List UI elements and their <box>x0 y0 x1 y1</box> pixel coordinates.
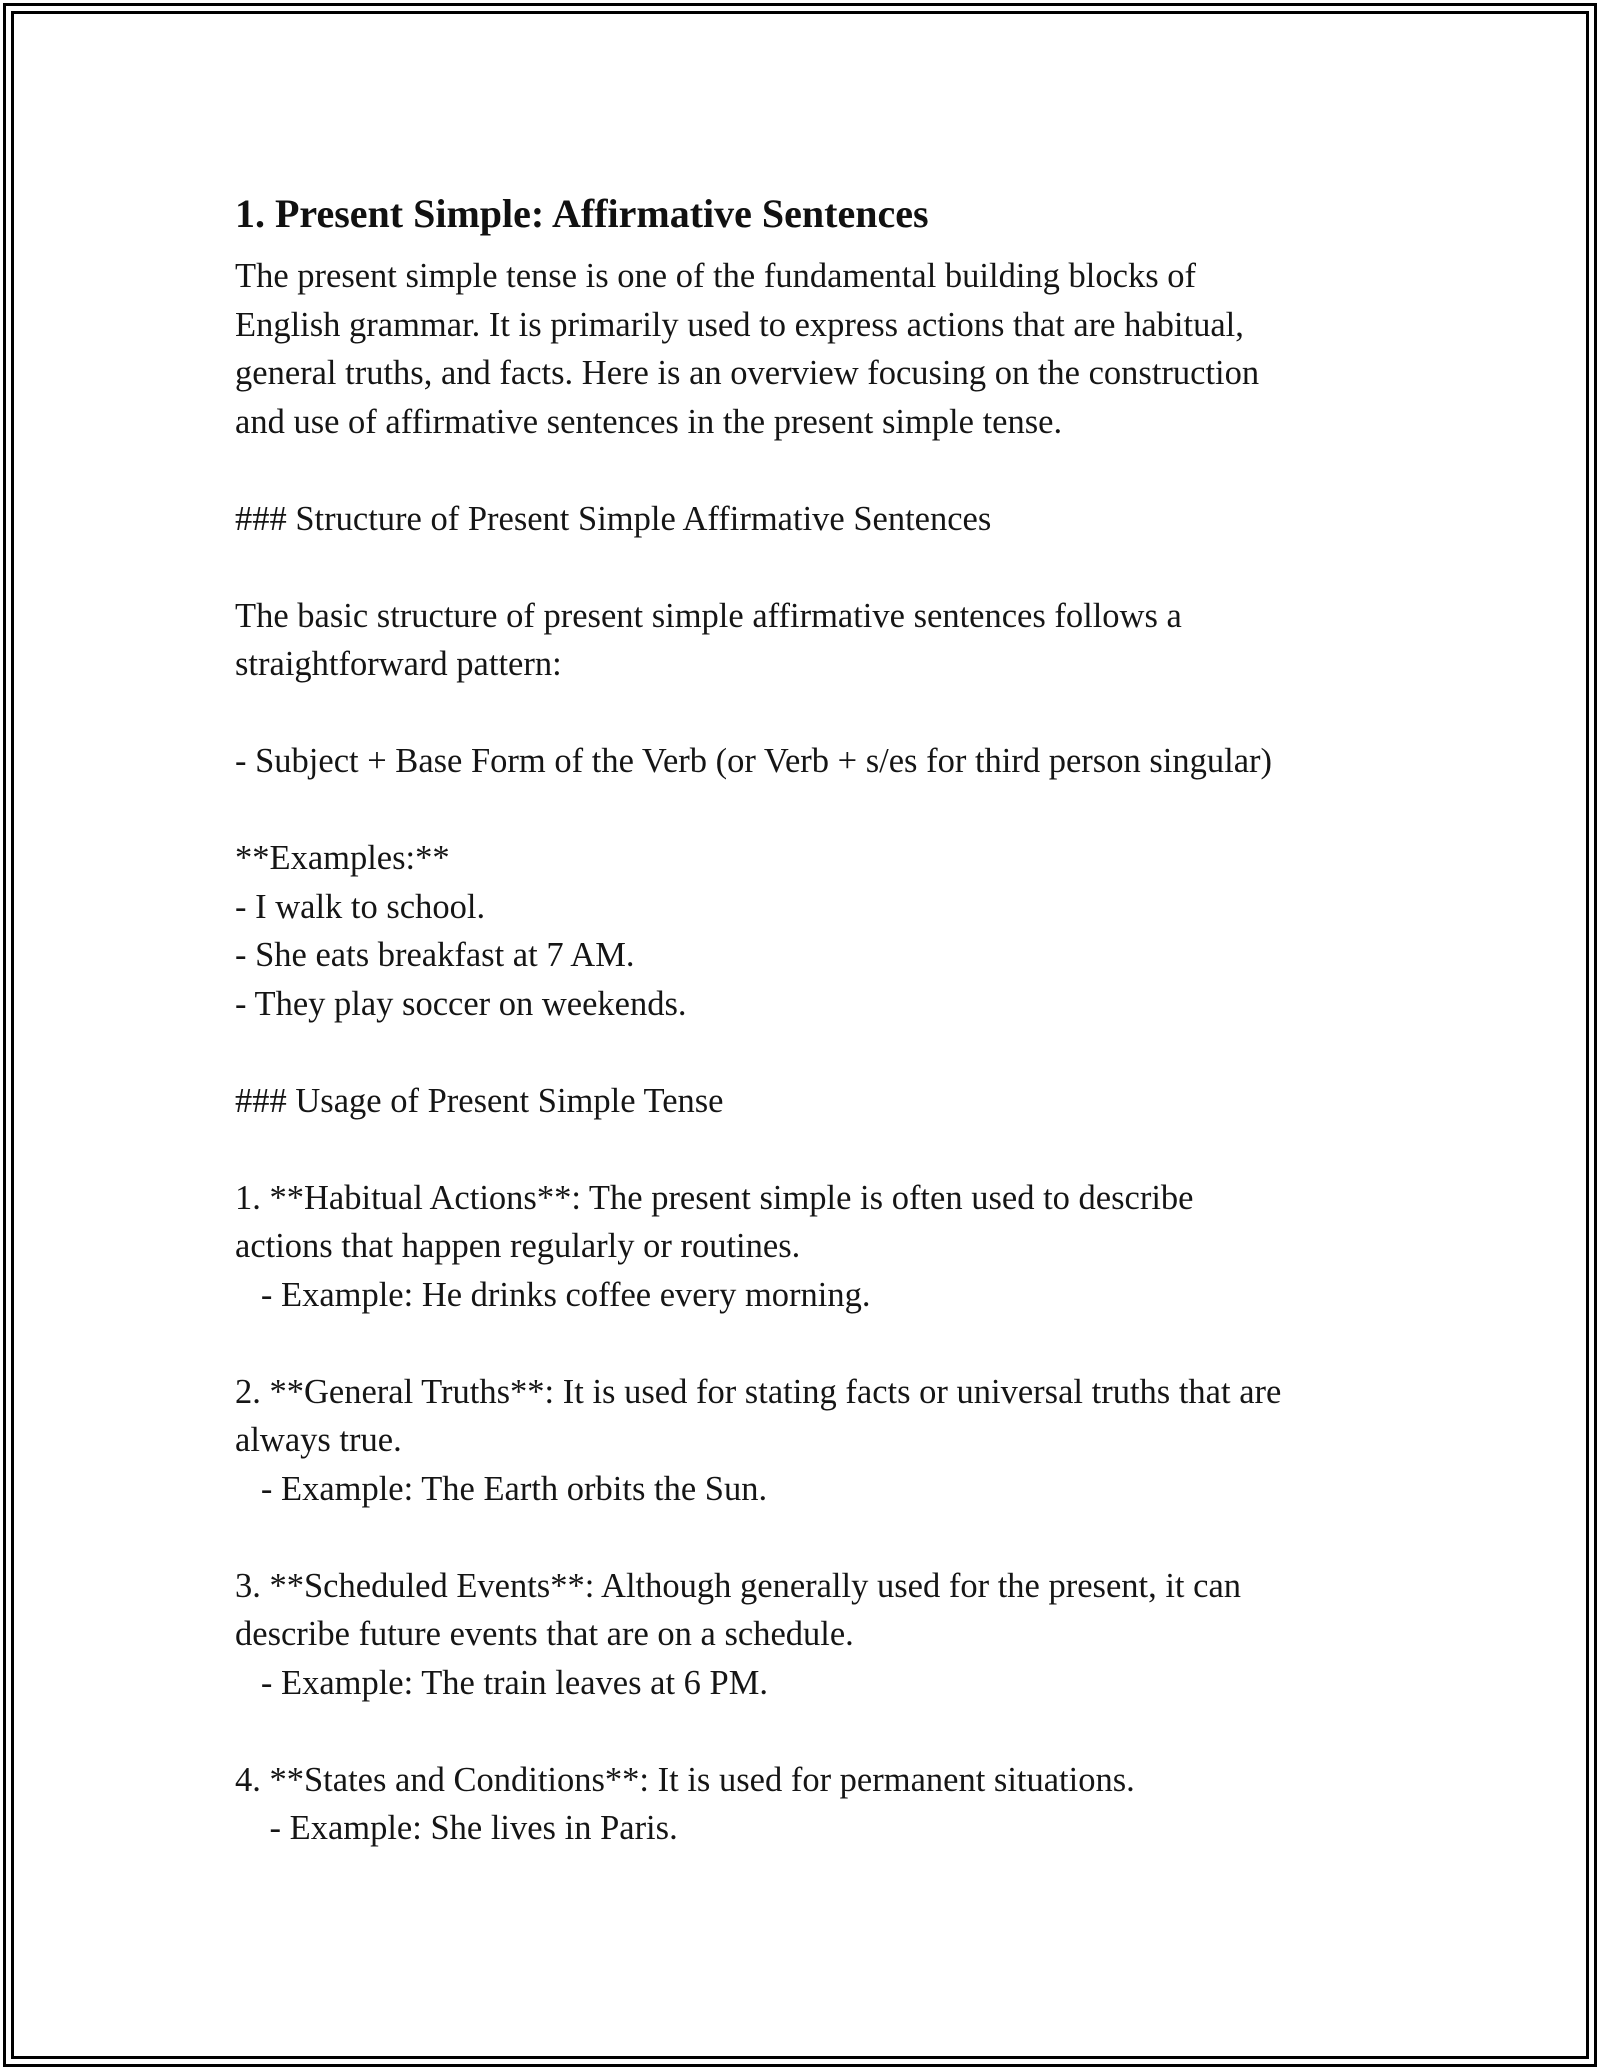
spacer <box>235 1125 1375 1174</box>
intro-line: and use of affirmative sentences in the present simple tense. <box>235 402 1063 441</box>
structure-paragraph <box>235 592 1375 689</box>
usage-item-line: describe future events that are on a schedule. <box>235 1615 854 1653</box>
intro-line: The present simple tense is one of the fundamental building blocks of <box>235 257 1196 295</box>
usage-item-line: 4. **States and Conditions**: It is used for permanent situations. <box>235 1760 1135 1799</box>
spacer <box>235 786 1375 835</box>
usage-item-line: 2. **General Truths**: It is used for stating facts or universal truths that are <box>235 1372 1282 1411</box>
structure-rule: - Subject + Base Form of the Verb (or Verb + s/es for third person singular) <box>235 742 1272 780</box>
spacer <box>235 1319 1375 1368</box>
usage-item <box>235 1368 1375 1514</box>
examples-block <box>235 834 1375 1028</box>
example-item: - They play soccer on weekends. <box>235 984 687 1023</box>
usage-item <box>235 1562 1375 1708</box>
usage-item-example: - Example: He drinks coffee every morning. <box>235 1275 871 1314</box>
structure-line: straightforward pattern: <box>235 645 562 683</box>
usage-item-example: - Example: The Earth orbits the Sun. <box>235 1469 768 1508</box>
usage-item <box>235 1174 1375 1320</box>
spacer <box>235 446 1375 495</box>
usage-item-line: 1. **Habitual Actions**: The present simple is often used to describe <box>235 1178 1194 1217</box>
document-body <box>235 182 1375 1853</box>
usage-item-line: always true. <box>235 1421 402 1459</box>
usage-item-example: - Example: She lives in Paris. <box>235 1809 678 1847</box>
usage-item-line: 3. **Scheduled Events**: Although generally used for the present, it can <box>235 1566 1242 1605</box>
page-title: 1. Present Simple: Affirmative Sentences <box>235 191 929 236</box>
structure-heading: ### Structure of Present Simple Affirmative Sentences <box>235 499 992 538</box>
spacer <box>235 1513 1375 1562</box>
spacer <box>235 1707 1375 1756</box>
usage-item-line: actions that happen regularly or routines. <box>235 1227 801 1265</box>
example-item: - She eats breakfast at 7 AM. <box>235 936 635 974</box>
spacer <box>235 543 1375 592</box>
intro-line: general truths, and facts. Here is an overview focusing on the construction <box>235 354 1260 392</box>
example-item: - I walk to school. <box>235 887 486 926</box>
intro-line: English grammar. It is primarily used to express actions that are habitual, <box>235 305 1244 344</box>
spacer <box>235 689 1375 738</box>
spacer <box>235 1028 1375 1077</box>
usage-item-example: - Example: The train leaves at 6 PM. <box>235 1663 769 1702</box>
examples-label: **Examples:** <box>235 839 450 877</box>
structure-line: The basic structure of present simple affirmative sentences follows a <box>235 596 1182 635</box>
usage-item <box>235 1756 1375 1853</box>
usage-heading: ### Usage of Present Simple Tense <box>235 1081 724 1120</box>
intro-paragraph <box>235 252 1375 446</box>
